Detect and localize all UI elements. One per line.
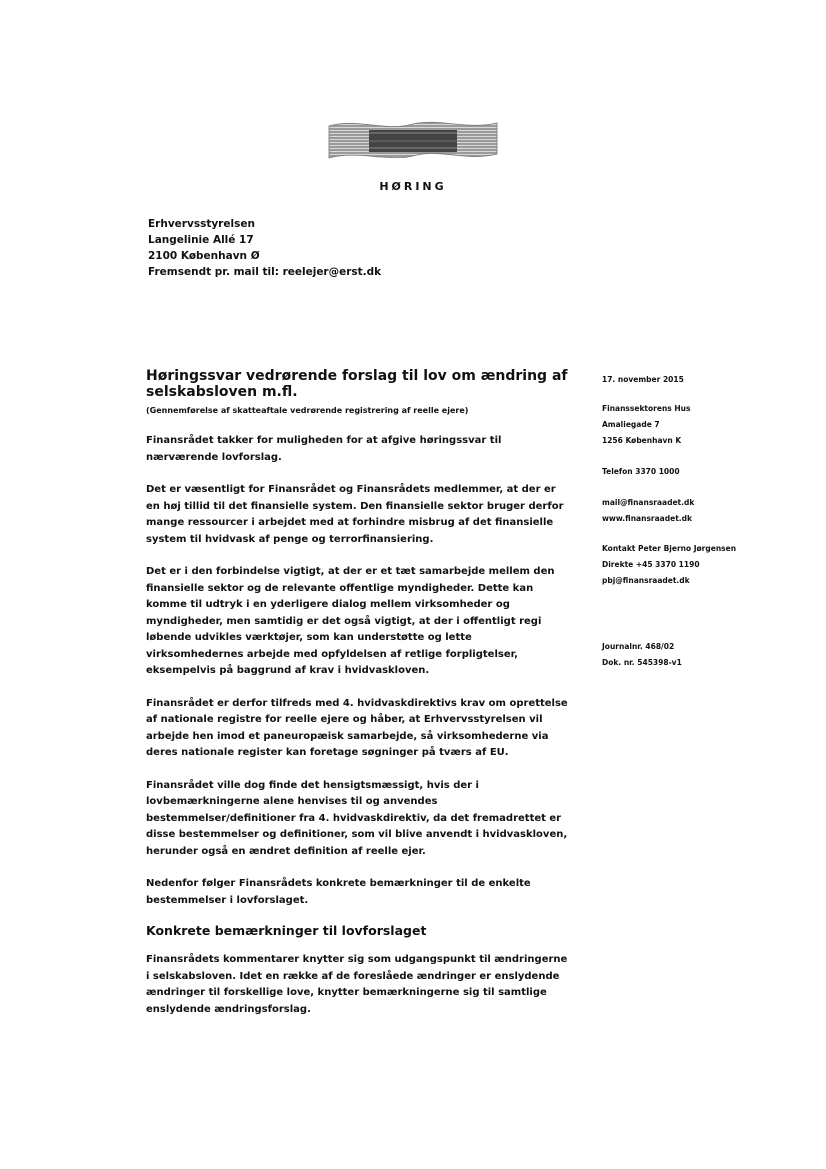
journal-number: Journalnr. 468/02 — [602, 642, 675, 651]
recipient-name: Erhvervsstyrelsen — [148, 218, 255, 230]
recipient-email-note: Fremsendt pr. mail til: reelejer@erst.dk — [148, 266, 382, 278]
section-title: Konkrete bemærkninger til lovforslaget — [146, 923, 427, 938]
paragraph-4: Finansrådet er derfor tilfreds med 4. hvidvaskdirektivs krav om oprettelse af nationale registre for reelle ejere og håber, at Erhvervsstyrelsen vil arbejde hen imod et paneuropæisk samarbejde, så virksomhederne via deres nationale register kan foretage søgninger på tværs af EU. — [146, 697, 568, 758]
document-type-title: HØRING — [379, 180, 447, 193]
sender-email: mail@finansraadet.dk — [602, 498, 695, 507]
sender-street: Amaliegade 7 — [602, 420, 660, 429]
section-paragraph: Finansrådets kommentarer knytter sig som udgangspunkt til ændringerne i selskabsloven. Idet en række af de foreslåede ændringer er enslydende ændringer til forskellige love, knytter bemærkningerne sig til samtlige enslydende ændringsforslag. — [146, 954, 568, 1015]
recipient-address — [148, 216, 381, 280]
letter-heading: Høringssvar vedrørende forslag til lov om ændring af selskabsloven m.fl. — [146, 368, 568, 400]
sender-org-name: Finanssektorens Hus — [602, 404, 691, 413]
paragraph-6: Nedenfor følger Finansrådets konkrete bemærkninger til de enkelte bestemmelser i lovforslaget. — [146, 878, 531, 906]
letter-subheading: (Gennemførelse af skatteaftale vedrørende registrering af reelle ejere) — [146, 406, 469, 415]
paragraph-5: Finansrådet ville dog finde det hensigtsmæssigt, hvis der i lovbemærkningerne alene henvises til og anvendes bestemmelser/definitioner fra 4. hvidvaskdirektiv, da det fremadrettet er disse bestemmelser og definitioner, som vil blive anvendt i hvidvaskloven, herunder også en ændret definition af reelle ejer. — [146, 779, 568, 857]
contact-person: Kontakt Peter Bjerno Jørgensen — [602, 544, 737, 553]
document-number: Dok. nr. 545398-v1 — [602, 658, 682, 667]
recipient-city: 2100 København Ø — [148, 250, 260, 262]
sender-sidebar — [602, 372, 802, 671]
sender-phone: Telefon 3370 1000 — [602, 467, 680, 476]
paragraph-1: Finansrådet takker for muligheden for at afgive høringssvar til nærværende lovforslag. — [146, 435, 502, 463]
sender-website: www.finansraadet.dk — [602, 514, 692, 523]
letter-body — [146, 368, 570, 1018]
paragraph-2: Det er væsentligt for Finansrådet og Finansrådets medlemmer, at der er en høj tillid til det finansielle system. Den finansielle sektor bruger derfor mange ressourcer i arbejdet med at forhindre misbrug af det finansielle system til hvidvask af penge og terrorfinansiering. — [146, 484, 564, 545]
letter-date: 17. november 2015 — [602, 375, 684, 384]
sender-city: 1256 København K — [602, 436, 682, 445]
recipient-street: Langelinie Allé 17 — [148, 234, 254, 246]
finansraadet-logo — [327, 118, 499, 162]
paragraph-3: Det er i den forbindelse vigtigt, at der er et tæt samarbejde mellem den finansielle sektor og de relevante offentlige myndigheder. Dette kan komme til udtryk i en yderligere dialog mellem virksomheder og myndigheder, men samtidig er det også vigtigt, at der i offentligt regi løbende udvikles værktøjer, som kan understøtte og lette virksomhedernes arbejde med opfyldelsen af retlige forpligtelser, eksempelvis på baggrund af krav i hvidvaskloven. — [146, 566, 555, 676]
contact-direct-phone: Direkte +45 3370 1190 — [602, 560, 700, 569]
contact-email: pbj@finansraadet.dk — [602, 576, 690, 585]
